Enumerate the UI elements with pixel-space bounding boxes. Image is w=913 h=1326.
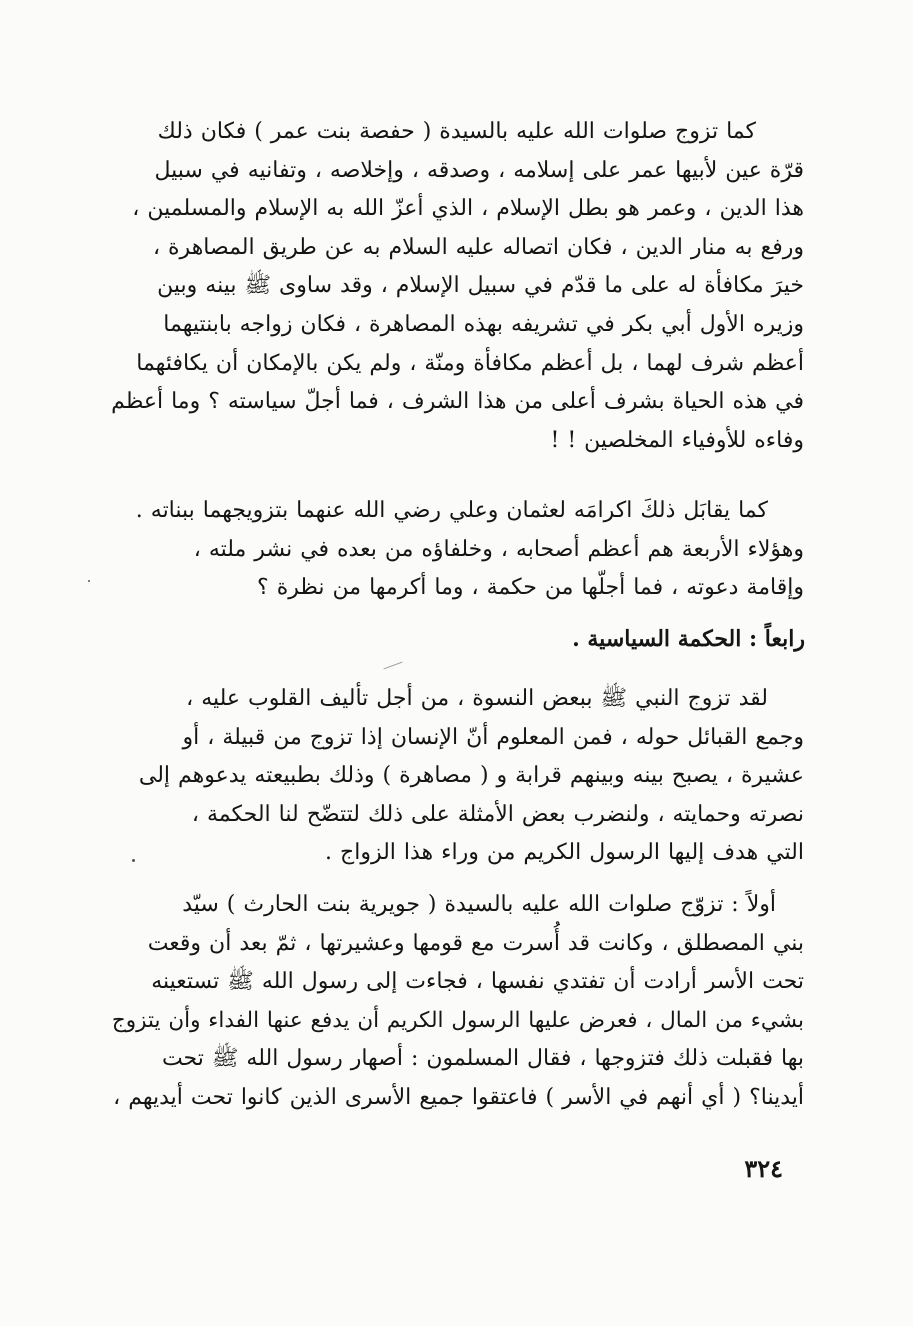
paragraph-hafsa-marriage bbox=[104, 113, 804, 460]
text-line: نصرته وحمايته ، ولنضرب بعض الأمثلة على ذلك لتتضّح لنا الحكمة ، bbox=[191, 801, 804, 827]
text-line: بها فقبلت ذلك فتزوجها ، فقال المسلمون : أصهار رسول الله ﷺ تحت bbox=[161, 1046, 804, 1072]
text-line: عشيرة ، يصبح بينه وبينهم قرابة و ( مصاهرة ) وذلك بطبيعته يدعوهم إلى bbox=[138, 763, 804, 789]
text-line: وجمع القبائل حوله ، فمن المعلوم أنّ الإنسان إذا تزوج من قبيلة ، أو bbox=[182, 724, 804, 750]
text-line: كما تزوج صلوات الله عليه بالسيدة ( حفصة بنت عمر ) فكان ذلك bbox=[157, 119, 756, 144]
text-line: ورفع به منار الدين ، فكان اتصاله عليه السلام به عن طريق المصاهرة ، bbox=[152, 234, 804, 260]
text-line: وفاءه للأوفياء المخلصين ! ! bbox=[550, 427, 804, 453]
text-line: أعظم شرف لهما ، بل أعظم مكافأة ومنّة ، ولم يكن بالإمكان أن يكافئهما bbox=[136, 350, 804, 376]
text-line: أولاً : تزوّج صلوات الله عليه بالسيدة ( جويرية بنت الحارث ) سيّد bbox=[182, 892, 776, 917]
paragraph-political-wisdom bbox=[104, 680, 804, 873]
page-number: ٣٢٤ bbox=[744, 1154, 783, 1183]
text-line: قرّة عين لأبيها عمر على إسلامه ، وصدقه ، وإخلاصه ، وتفانيه في سبيل bbox=[154, 157, 804, 183]
text-line: وزيره الأول أبي بكر في تشريفه بهذه المصاهرة ، فكان زواجه بابنتيهما bbox=[163, 311, 804, 337]
text-line: بني المصطلق ، وكانت قد أُسرت مع قومها وعشيرتها ، ثمّ بعد أن وقعت bbox=[147, 930, 804, 956]
text-line: التي هدف إليها الرسول الكريم من وراء هذا الزواج . bbox=[325, 840, 804, 866]
text-line: هذا الدين ، وعمر هو بطل الإسلام ، الذي أعزّ الله به الإسلام والمسلمين ، bbox=[132, 196, 804, 222]
text-line: تحت الأسر أرادت أن تفتدي نفسها ، فجاءت إلى رسول الله ﷺ تستعينه bbox=[151, 969, 804, 995]
section-heading: رابعاً : الحكمة السياسية . bbox=[572, 626, 805, 652]
text-line: أيدينا؟ ( أي أنهم في الأسر ) فاعتقوا جميع الأسرى الذين كانوا تحت أيديهم ، bbox=[113, 1084, 804, 1110]
text-line: وإقامة دعوته ، فما أجلّها من حكمة ، وما أكرمها من نظرة ؟ bbox=[257, 575, 804, 601]
text-line: خيرَ مكافأة له على ما قدّم في سبيل الإسلام ، وقد ساوى ﷺ بينه وبين bbox=[157, 273, 804, 299]
scan-speck bbox=[383, 662, 402, 670]
text-line: بشيء من المال ، فعرض عليها الرسول الكريم أن يدفع عنها الفداء وأن يتزوج bbox=[111, 1007, 804, 1033]
scan-speck bbox=[88, 580, 90, 582]
paragraph-uthman-ali bbox=[104, 492, 804, 608]
paragraph-juwayriya bbox=[104, 886, 804, 1118]
text-line: كما يقابَل ذلكَ اكرامَه لعثمان وعلي رضي الله عنهما بتزويجهما ببناته . bbox=[135, 498, 768, 523]
text-line: في هذه الحياة بشرف أعلى من هذا الشرف ، فما أجلّ سياسته ؟ وما أعظم bbox=[111, 389, 804, 415]
text-line: لقد تزوج النبي ﷺ ببعض النسوة ، من أجل تأليف القلوب عليه ، bbox=[186, 686, 768, 711]
scan-speck bbox=[132, 859, 135, 862]
text-line: وهؤلاء الأربعة هم أعظم أصحابه ، وخلفاؤه من بعده في نشر ملته ، bbox=[193, 536, 804, 562]
